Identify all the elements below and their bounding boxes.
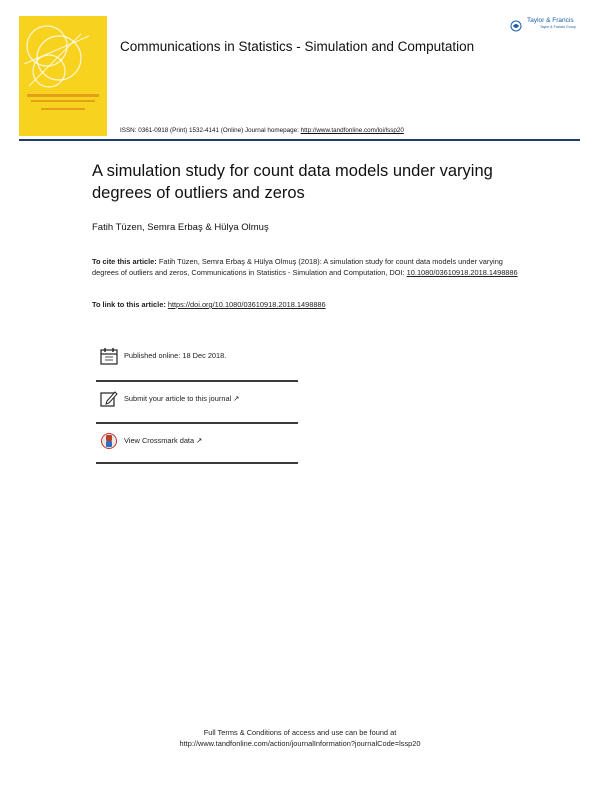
submit-article-row[interactable]	[98, 386, 298, 422]
published-online-label: Published online: 18 Dec 2018.	[124, 351, 227, 360]
row-divider	[96, 380, 298, 382]
footer-terms-link[interactable]: http://www.tandfonline.com/action/journalInformation?journalCode=lssp20	[179, 739, 421, 748]
article-link-label: To link to this article:	[92, 300, 168, 309]
edit-icon	[100, 390, 118, 408]
journal-homepage-link[interactable]: http://www.tandfonline.com/loi/lssp20	[300, 127, 404, 134]
calendar-icon	[100, 347, 118, 365]
terms-footer	[0, 727, 600, 749]
crossmark-row[interactable]	[98, 428, 298, 464]
footer-terms-text: Full Terms & Conditions of access and use can be found at	[203, 728, 397, 737]
row-divider	[96, 422, 298, 424]
header-divider	[19, 139, 580, 141]
issn-text: ISSN: 0361-0918 (Print) 1532-4141 (Online) Journal homepage:	[120, 127, 301, 134]
external-link-icon: ↗	[196, 436, 203, 445]
publisher-logo-subtext: Taylor & Francis Group	[540, 25, 576, 29]
citation-block	[92, 256, 522, 278]
article-doi-url[interactable]: https://doi.org/10.1080/03610918.2018.1498886	[167, 300, 326, 309]
external-link-icon: ↗	[233, 394, 240, 403]
submit-article-label[interactable]: Submit your article to this journal ↗	[124, 394, 240, 403]
article-authors: Fatih Tüzen, Semra Erbaş & Hülya Olmuş	[92, 222, 269, 233]
citation-text: Fatih Tüzen, Semra Erbaş & Hülya Olmuş (2018): A simulation study for count data models under varying degrees of outliers and zeros, Communications in Statistics - Simulation and Computation, DOI:	[92, 257, 503, 277]
article-title: A simulation study for count data models under varying degrees of outliers and zeros	[92, 162, 493, 202]
cover-art	[19, 16, 107, 136]
journal-cover-image	[19, 16, 107, 136]
crossmark-icon	[100, 432, 118, 450]
published-online-row	[98, 343, 298, 379]
article-link-line	[92, 300, 326, 309]
row-divider	[96, 462, 298, 464]
citation-label: To cite this article:	[92, 257, 157, 266]
crossmark-label[interactable]: View Crossmark data ↗	[124, 436, 203, 445]
publisher-logo-text: Taylor & Francis	[527, 17, 574, 24]
citation-doi-link[interactable]: 10.1080/03610918.2018.1498886	[406, 268, 518, 277]
issn-line	[120, 127, 404, 134]
journal-title: Communications in Statistics - Simulation and Computation	[120, 39, 475, 54]
